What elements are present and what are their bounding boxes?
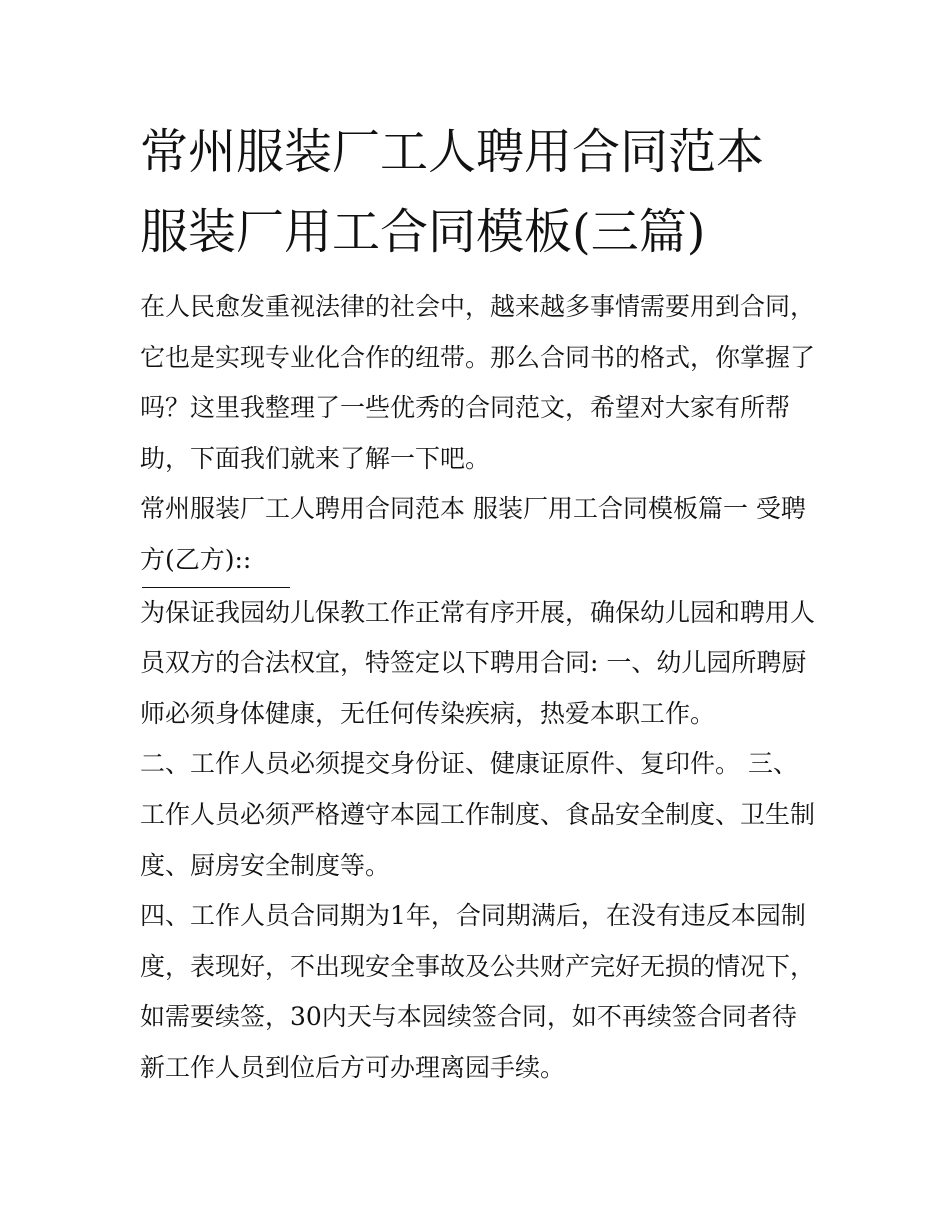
- title-line-2: 服装厂用工合同模板(三篇): [140, 204, 706, 260]
- title-line-1: 常州服装厂工人聘用合同范本: [140, 124, 765, 180]
- employee-party-line: [140, 535, 820, 588]
- text-line: 助，下面我们就来了解一下吧。: [140, 443, 491, 473]
- text-line: 它也是实现专业化合作的纽带。那么合同书的格式，你掌握了: [140, 342, 816, 372]
- section-heading: [140, 484, 820, 587]
- text-line: 四、工作人员合同期为1年，合同期满后，在没有违反本园制: [140, 901, 806, 931]
- text-line: 在人民愈发重视法律的社会中，越来越多事情需要用到合同，: [140, 292, 816, 321]
- document-body: [140, 282, 820, 1094]
- document-title: [140, 112, 860, 272]
- text-line: 吗？这里我整理了一些优秀的合同范文，希望对大家有所帮: [140, 393, 791, 423]
- employee-party-label: 方(乙方)::: [140, 544, 252, 574]
- text-line: 为保证我园幼儿保教工作正常有序开展，确保幼儿园和聘用人: [140, 597, 816, 627]
- text-line: 师必须身体健康，无任何传染疾病，热爱本职工作。: [140, 698, 716, 728]
- text-line: 如需要续签，30内天与本园续签合同，如不再续签合同者待: [140, 1002, 797, 1032]
- text-line: 度、厨房安全制度等。: [140, 850, 391, 880]
- text-line: 度，表现好，不出现安全事故及公共财产完好无损的情况下，: [140, 951, 816, 981]
- purpose-paragraph: [140, 588, 820, 740]
- text-line: 新工作人员到位后方可办理离园手续。: [140, 1052, 566, 1082]
- text-line: 二、工作人员必须提交身份证、健康证原件、复印件。 三、: [140, 749, 798, 779]
- clause-two-three-paragraph: [140, 739, 820, 891]
- text-line: 常州服装厂工人聘用合同范本 服装厂用工合同模板篇一 受聘: [140, 494, 806, 524]
- intro-paragraph: [140, 282, 820, 484]
- text-line: 工作人员必须严格遵守本园工作制度、食品安全制度、卫生制: [140, 799, 816, 829]
- clause-four-paragraph: [140, 891, 820, 1093]
- text-line: 员双方的合法权宜，特签定以下聘用合同: 一、幼儿园所聘厨: [140, 648, 807, 678]
